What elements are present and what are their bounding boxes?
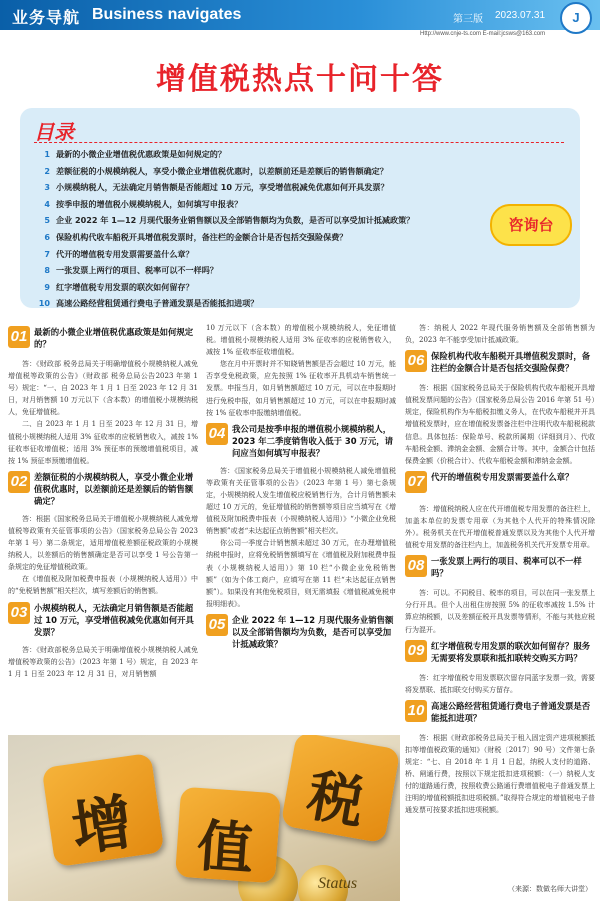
answer-paragraph: 答：纳税人 2022 年现代服务销售额及全部销售额为负，2023 年不能享受加计抵减政策。 xyxy=(405,324,595,345)
question-number: 07 xyxy=(405,471,427,493)
toc-item[interactable]: 10 高速公路经营租赁通行费电子普通发票是否能抵扣进项？ xyxy=(38,298,259,309)
question-1 xyxy=(8,326,198,352)
question-title: 保险机构代收车船税开具增值税发票时，备注栏的金额合计是否包括交强险保费？ xyxy=(431,351,591,374)
issue-date: 2023.07.31 xyxy=(495,10,546,21)
toc-item[interactable]: 2 差额征税的小规模纳税人，享受小微企业增值税优惠时，以差额前还是差额后的销售额确定？ xyxy=(44,165,388,176)
column-1 xyxy=(8,322,198,680)
toc-item[interactable]: 4 按季申报的增值税小规模纳税人，如何填写申报表？ xyxy=(44,198,243,209)
question-number: 08 xyxy=(405,555,427,577)
toc-item[interactable]: 5 企业 2022 年 1—12 月现代服务业销售额以及全部销售额均为负数，是否可以享受加计抵减政策？ xyxy=(44,215,415,226)
question-number: 06 xyxy=(405,350,427,372)
question-7 xyxy=(405,471,595,497)
question-number: 09 xyxy=(405,640,427,662)
toc-divider xyxy=(34,142,564,143)
question-number: 05 xyxy=(206,614,228,636)
toc-item[interactable]: 1 最新的小微企业增值税优惠政策是如何规定的？ xyxy=(44,149,226,159)
question-number: 03 xyxy=(8,602,30,624)
die-icon: 值 xyxy=(175,787,281,884)
question-title: 红字增值税专用发票的联次如何留存？服务无需要将发票联和抵扣联转交购买方吗？ xyxy=(431,640,591,663)
header-url: Http://www.cnje-ts.com E-mail:jcsws@163.com xyxy=(420,31,546,37)
issue-label: 第三版 xyxy=(453,14,483,25)
toc-item[interactable]: 6 保险机构代收车船税开具增值税发票时，备注栏的金额合计是否包括交强险保费？ xyxy=(44,231,348,242)
question-title: 我公司是按季申报的增值税小规模纳税人，2023 年二季度销售收入低于 30 万元，请问应当如何填写申报表？ xyxy=(232,423,393,458)
toc-list xyxy=(36,146,414,312)
answer-paragraph: 答：根据《财政部税务总局关于租入固定资产进项税额抵扣等增值税政策的通知》（财税〔2017〕90 号）文件第七条规定：“七、自 2018 年 1 月 1 日起，纳税人支付的道路、桥、闸通行费，按照以下规定抵扣进项税额：（一）纳税人支付的道路通行费，按照收费公路通行费增值税电子普通发票上注明的增值税额抵扣进项税额。”取得符合规定的增值税电子普通发票可按要求抵扣进项税额。 xyxy=(405,733,595,815)
question-title: 高速公路经营租赁通行费电子普通发票是否能抵扣进项？ xyxy=(431,700,591,723)
question-number: 01 xyxy=(8,326,30,348)
answer-paragraph: 答：可以。不同税目、税率的项目，可以在同一张发票上分行开具。但个人出租住房按照 5% 的征收率减按 1.5% 计算应纳税额，以及差额征税开具发票等情形，不能与其他应税行为混开。 xyxy=(405,589,595,634)
question-title: 一张发票上两行的项目、税率可以不一样吗？ xyxy=(431,556,582,579)
page-title: 增值税热点十问十答 xyxy=(156,62,444,97)
answer-paragraph: 10 万元以下（含本数）的增值税小规模纳税人，免征增值税。增值税小规模纳税人适用 3% 征收率的应税销售收入，减按 1% 征收率征收增值税。 xyxy=(206,324,396,357)
answer-paragraph: 答：增值税纳税人应在代开增值税专用发票的备注栏上，加盖本单位的发票专用章（为其他个人代开的特殊情况除外）。税务机关在代开增值税普通发票以及为其他个人代开增值税专用发票的备注栏内上，加盖税务机关代开发票专用章。 xyxy=(405,504,595,550)
question-9 xyxy=(405,640,595,666)
question-3 xyxy=(8,602,198,638)
newspaper-logo: J xyxy=(560,2,592,34)
die-icon: 税 xyxy=(281,735,400,843)
question-number: 10 xyxy=(405,700,427,722)
question-title: 企业 2022 年 1—12 月现代服务业销售额以及全部销售额均为负数，是否可以享受加计抵减政策？ xyxy=(232,614,394,649)
die-icon: 增 xyxy=(42,753,165,867)
source-note: （来源：数做名师大讲堂） xyxy=(508,885,592,893)
answer-paragraph: 答：《财政部 税务总局关于明确增值税小规模纳税人减免增值税等政策的公告》（财政部 税务总局公告2023 年第 1 号）规定：“一、自 2023 年 1 月 1 日至 2023 年 12 月 31 日，对月销售额 10 万元以下（含本数）的增值税小规模纳税人，免征增值税。 xyxy=(8,360,198,417)
question-title: 差额征税的小规模纳税人，享受小微企业增值税优惠时，以差额前还是差额后的销售额确定？ xyxy=(34,471,194,506)
column-3 xyxy=(405,322,595,816)
question-10 xyxy=(405,700,595,726)
question-8 xyxy=(405,555,595,581)
answer-paragraph: 答：红字增值税专用发票联次留存同蓝字发票一致，需要将发票联、抵扣联交付购买方留存。 xyxy=(405,673,595,694)
toc-item[interactable]: 3 小规模纳税人，无法确定月销售额是否能超过 10 万元，享受增值税减免优惠如何开具发票？ xyxy=(44,182,389,193)
question-4 xyxy=(206,423,396,459)
toc-item[interactable]: 7 代开的增值税专用发票需要盖什么章？ xyxy=(44,248,194,259)
image-caption: Status xyxy=(318,875,358,892)
consult-badge: 咨询台 xyxy=(490,204,572,246)
header-bar xyxy=(0,0,600,30)
table-of-contents xyxy=(20,108,580,308)
section-title: 业务导航 xyxy=(12,8,81,27)
section-title-en: Business navigates xyxy=(92,6,242,23)
column-2 xyxy=(206,322,396,656)
question-5 xyxy=(206,614,396,650)
toc-item[interactable]: 8 一张发票上两行的项目、税率可以不一样吗？ xyxy=(44,265,218,276)
answer-paragraph: 答：《财政部税务总局关于明确增值税小规模纳税人减免增值税等政策的公告》（2023 年第 1 号）规定，自 2023 年 1 月 1 日至 2023 年 12 月 31 日，对月销售额 xyxy=(8,645,198,678)
toc-item[interactable]: 9 红字增值税专用发票的联次如何留存？ xyxy=(44,281,194,292)
toc-heading: 目录 xyxy=(34,120,74,144)
answer-paragraph: 在《增值税及附加税费申报表（小规模纳税人适用）》中的“免税销售额”相关栏次，填写差额后的销售额。 xyxy=(8,575,198,596)
answer-paragraph: 答：根据《国家税务总局关于增值税小规模纳税人减免增值税等政策有关征管事项的公告》（国家税务总局公告 2023 年第 1 号）第二条规定，适用增值税差额征税政策的小规模纳税人，以差额后的销售额确定是否可以享受 1 号公告第一条规定的免征增值税政策。 xyxy=(8,514,198,572)
question-2 xyxy=(8,471,198,507)
question-title: 小规模纳税人，无法确定月销售额是否能超过 10 万元，享受增值税减免优惠如何开具发票？ xyxy=(34,602,194,637)
answer-paragraph: 你公司一季度合计销售额未超过 30 万元，在办理增值税纳税申报时，应将免税销售额填写在《增值税及附加税费申报表（小规模纳税人适用）》第 10 栏“小微企业免税销售额”（如为个体工商户，应填写在第 11 栏“未达起征点销售额”）。如果没有其他免税项目，则无需填报《增值税减免税申报明细表》。 xyxy=(206,539,396,608)
question-title: 最新的小微企业增值税优惠政策是如何规定的？ xyxy=(34,327,194,349)
answer-paragraph: 答：根据《国家税务总局关于保险机构代收车船税开具增值税发票问题的公告》（国家税务总局公告 2016 年第 51 号）规定，保险机构作为车船税扣缴义务人，在代收车船税并开具增值税发票时，应在增值税发票备注栏中注明代收车船税税款信息。具体包括：保险单号、税款所属期（详细到月）、代收车船税金额、滞纳金金额、金额合计等。其中，金额合计包括保费金额（价税合计）、代收车船税金额和滞纳金金额。 xyxy=(405,384,595,465)
question-6 xyxy=(405,350,595,376)
answer-paragraph: 您在月中开票时并不知晓销售额是否会超过 10 万元，能否享受免税政策，应先按照 1% 征收率开具机动车销售统一发票。申报当月，如月销售额超过 10 万元，可以在申报期时进行免税申报，如月销售额超过 10 万元，可以在申报期时减按 1% 征收率申报缴纳增值税。 xyxy=(206,360,396,417)
vat-dice-illustration xyxy=(8,735,400,901)
question-number: 02 xyxy=(8,471,30,493)
answer-paragraph: 二、自 2023 年 1 月 1 日至 2023 年 12 月 31 日，增值税小规模纳税人适用 3% 征收率的应税销售收入，减按 1% 征收率征收增值税；适用 3% 预征率的预缴增值税项目，减按 1% 预征率预缴增值税。 xyxy=(8,420,198,465)
question-title: 代开的增值税专用发票需要盖什么章？ xyxy=(431,471,574,482)
answer-paragraph: 答：《国家税务总局关于增值税小规模纳税人减免增值税等政策有关征管事项的公告》（2023 年第 1 号）第七条规定，小规模纳税人发生增值税应税销售行为，合计月销售额未超过 10 万元的，免征增值税的销售额等项目应当填写在《增值税及附加税费申报表（小规模纳税人适用）》“小微企业免税销售额”或者“未达起征点销售额”相关栏次。 xyxy=(206,466,396,536)
question-number: 04 xyxy=(206,423,228,445)
